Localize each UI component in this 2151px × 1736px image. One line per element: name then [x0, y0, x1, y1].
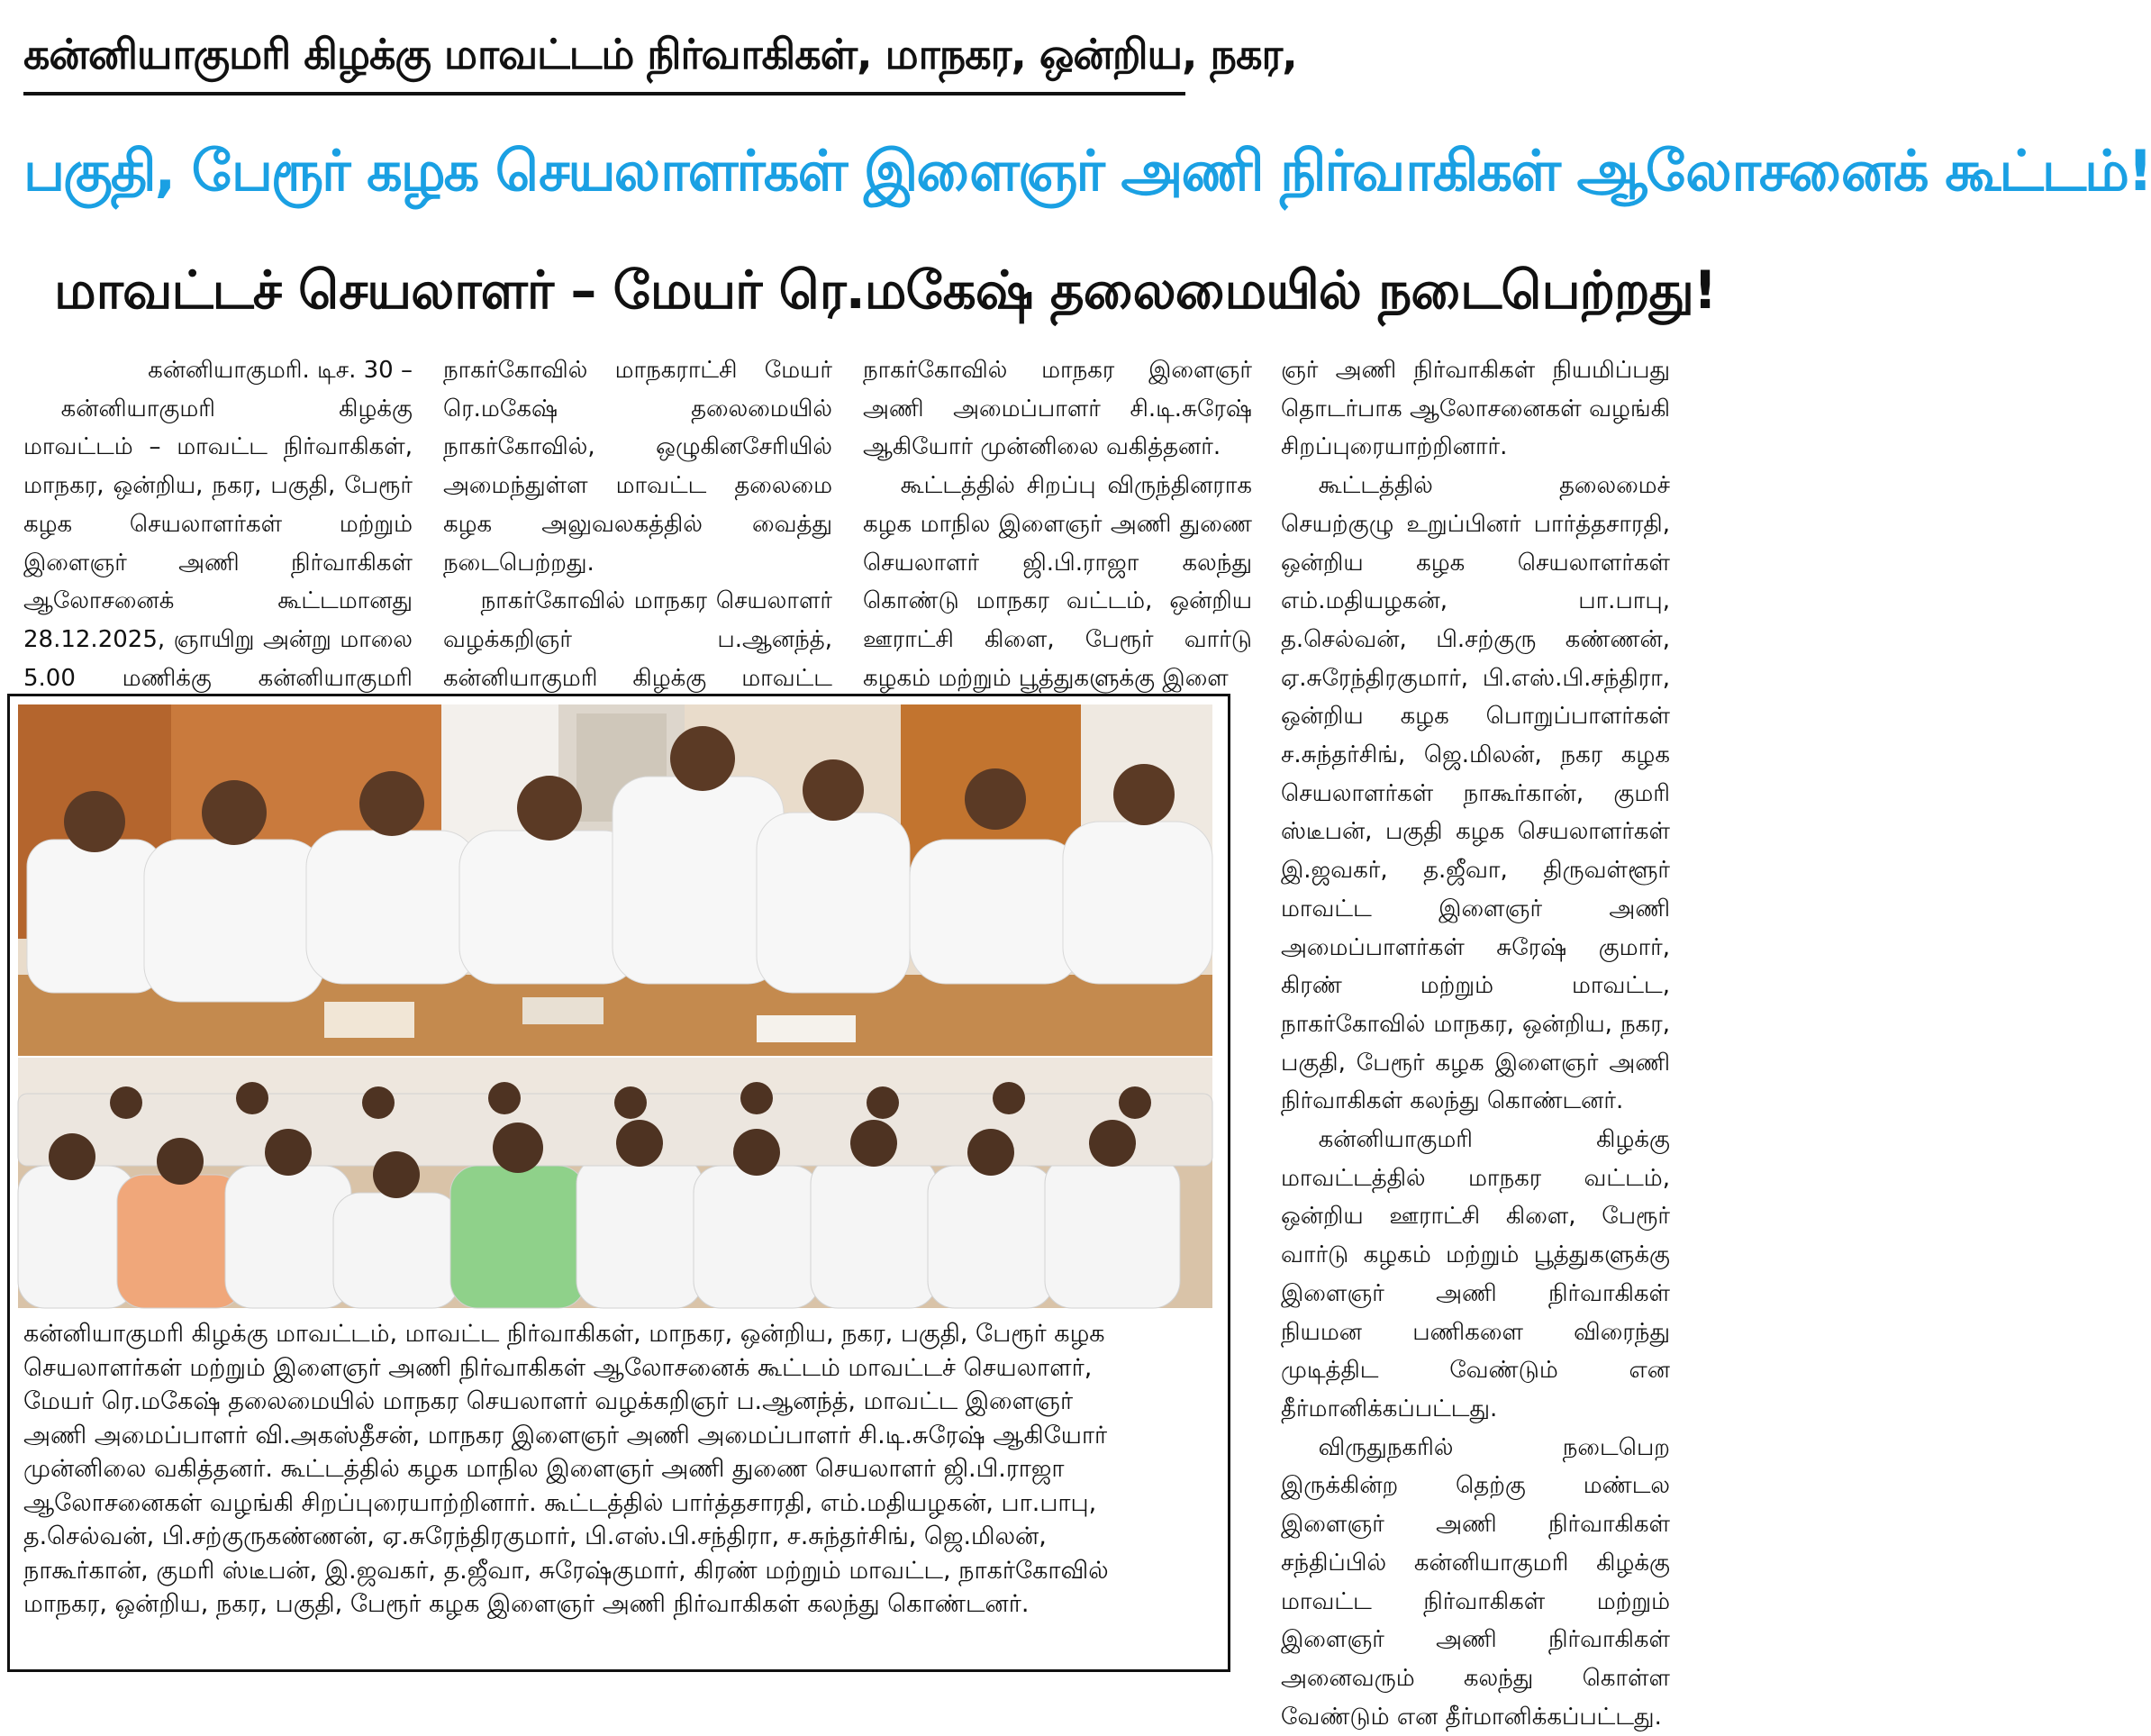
caption-line: ஆலோசனைகள் வழங்கி சிறப்புரையாற்றினார். கூட்டத்தில் பார்த்தசாரதி, எம்.மதியழகன், பா.பாபு,	[23, 1488, 1097, 1517]
caption-line: முன்னிலை வகித்தனர். கூட்டத்தில் கழக மாநில இளைஞர் அணி துணை செயலாளர் ஜி.பி.ராஜா	[23, 1455, 1065, 1483]
article-column-4	[1281, 351, 1670, 1731]
headline-primary: கன்னியாகுமரி கிழக்கு மாவட்டம் நிர்வாகிகள், மாநகர, ஒன்றிய, நகர,	[23, 16, 1185, 95]
paragraph: கூட்டத்தில் சிறப்பு விருந்தினராக கழக மாநில இளைஞர் அணி துணை செயலாளர் ஜி.பி.ராஜா கலந்து கொண்டு மாநகர வட்டம், ஒன்றிய ஊராட்சி கிளை, பேரூர் வார்டு கழகம் மற்றும் பூத்துகளுக்கு இளை	[863, 472, 1252, 692]
dateline: கன்னியாகுமரி. டிச. 30 –	[148, 357, 413, 384]
paragraph: கன்னியாகுமரி கிழக்கு மாவட்டம் – மாவட்ட நிர்வாகிகள், மாநகர, ஒன்றிய, நகர, பகுதி, பேரூர் கழக செயலாளர்கள் மற்றும் இளைஞர் அணி நிர்வாகிகள் ஆலோசனைக் கூட்டமானது 28.12.2025, ஞாயிறு அன்று மாலை 5.00 மணிக்கு கன்னியாகுமரி	[23, 395, 413, 692]
paragraph: விருதுநகரில் நடைபெற இருக்கின்ற தெற்கு மண்டல இளைஞர் அணி நிர்வாகிகள் சந்திப்பில் கன்னியாகுமரி கிழக்கு மாவட்ட நிர்வாகிகள் மற்றும் இளைஞர் அணி நிர்வாகிகள் அனைவரும் கலந்து கொள்ள வேண்டும் என தீர்மானிக்கப்பட்டது.	[1281, 1433, 1670, 1731]
headline-secondary: பகுதி, பேரூர் கழக செயலாளர்கள் இளைஞர் அணி நிர்வாகிகள் ஆலோசனைக் கூட்டம்!	[23, 138, 2151, 204]
paragraph: கூட்டத்தில் தலைமைச் செயற்குழு உறுப்பினர் பார்த்தசாரதி, ஒன்றிய கழக செயலாளர்கள் எம்.மதியழகன், பா.பாபு, த.செல்வன், பி.சற்குரு கண்ணன், ஏ.சுரேந்திரகுமார், பி.எஸ்.பி.சந்திரா, ஒன்றிய கழக பொறுப்பாளர்கள் ச.சுந்தர்சிங், ஜெ.மிலன், நகர கழக செயலாளர்கள் நாகூர்கான், குமரி ஸ்டீபன், பகுதி கழக செயலாளர்கள் இ.ஜவகர், த.ஜீவா, திருவள்ளூர் மாவட்ட இளைஞர் அணி அமைப்பாளர்கள் சுரேஷ் குமார், கிரண் மற்றும் மாவட்ட, நாகர்கோவில் மாநகர, ஒன்றிய, நகர, பகுதி, பேரூர் கழக இளைஞர் அணி நிர்வாகிகள் கலந்து கொண்டனர்.	[1281, 472, 1670, 1115]
caption-line: மேயர் ரெ.மகேஷ் தலைமையில் மாநகர செயலாளர் வழக்கறிஞர் ப.ஆனந்த், மாவட்ட இளைஞர்	[23, 1387, 1074, 1415]
caption-line: மாநகர, ஒன்றிய, நகர, பகுதி, பேரூர் கழக இளைஞர் அணி நிர்வாகிகள் கலந்து கொண்டனர்.	[23, 1590, 1030, 1618]
caption-line: அணி அமைப்பாளர் வி.அகஸ்தீசன், மாநகர இளைஞர் அணி அமைப்பாளர் சி.டி.சுரேஷ் ஆகியோர்	[23, 1421, 1108, 1450]
caption-line: செயலாளர்கள் மற்றும் இளைஞர் அணி நிர்வாகிகள் ஆலோசனைக் கூட்டம் மாவட்டச் செயலாளர்,	[23, 1353, 1093, 1382]
caption-line: கன்னியாகுமரி கிழக்கு மாவட்டம், மாவட்ட நிர்வாகிகள், மாநகர, ஒன்றிய, நகர, பகுதி, பேரூர் கழக	[23, 1320, 1105, 1348]
photo-caption	[23, 1317, 1212, 1622]
paragraph: ஞர் அணி நிர்வாகிகள் நியமிப்பது தொடர்பாக ஆலோசனைகள் வழங்கி சிறப்புரையாற்றினார்.	[1281, 357, 1670, 461]
caption-line: நாகூர்கான், குமரி ஸ்டீபன், இ.ஜவகர், த.ஜீவா, சுரேஷ்குமார், கிரண் மற்றும் மாவட்ட, நாகர்கோவில்	[23, 1556, 1109, 1585]
paragraph: நாகர்கோவில் மாநகர செயலாளர் வழக்கறிஞர் ப.ஆனந்த், கன்னியாகுமரி கிழக்கு மாவட்ட	[443, 587, 832, 692]
paragraph: நாகர்கோவில் மாநகர இளைஞர் அணி அமைப்பாளர் சி.டி.சுரேஷ் ஆகியோர் முன்னிலை வகித்தனர்.	[863, 357, 1252, 461]
photo-audience	[18, 1058, 1212, 1308]
caption-line: த.செல்வன், பி.சற்குருகண்ணன், ஏ.சுரேந்திரகுமார், பி.எஸ்.பி.சந்திரா, ச.சுந்தர்சிங், ஜெ.மிலன்,	[23, 1522, 1047, 1550]
article-column-3	[863, 351, 1252, 692]
headline-subtitle: மாவட்டச் செயலாளர் – மேயர் ரெ.மகேஷ் தலைமையில் நடைபெற்றது!	[54, 259, 1717, 321]
article-column-2	[443, 351, 832, 692]
paragraph: கன்னியாகுமரி கிழக்கு மாவட்டத்தில் மாநகர வட்டம், ஒன்றிய ஊராட்சி கிளை, பேரூர் வார்டு கழகம் மற்றும் பூத்துகளுக்கு இளைஞர் அணி நிர்வாகிகள் நியமன பணிகளை விரைந்து முடித்திட வேண்டும் என தீர்மானிக்கப்பட்டது.	[1281, 1126, 1670, 1422]
photo-dais	[18, 704, 1212, 1056]
paragraph: நாகர்கோவில் மாநகராட்சி மேயர் ரெ.மகேஷ் தலைமையில் நாகர்கோவில், ஒழுகினசேரியில் அமைந்துள்ள மாவட்ட தலைமை கழக அலுவலகத்தில் வைத்து நடைபெற்றது.	[443, 357, 832, 577]
article-column-1	[23, 351, 413, 692]
